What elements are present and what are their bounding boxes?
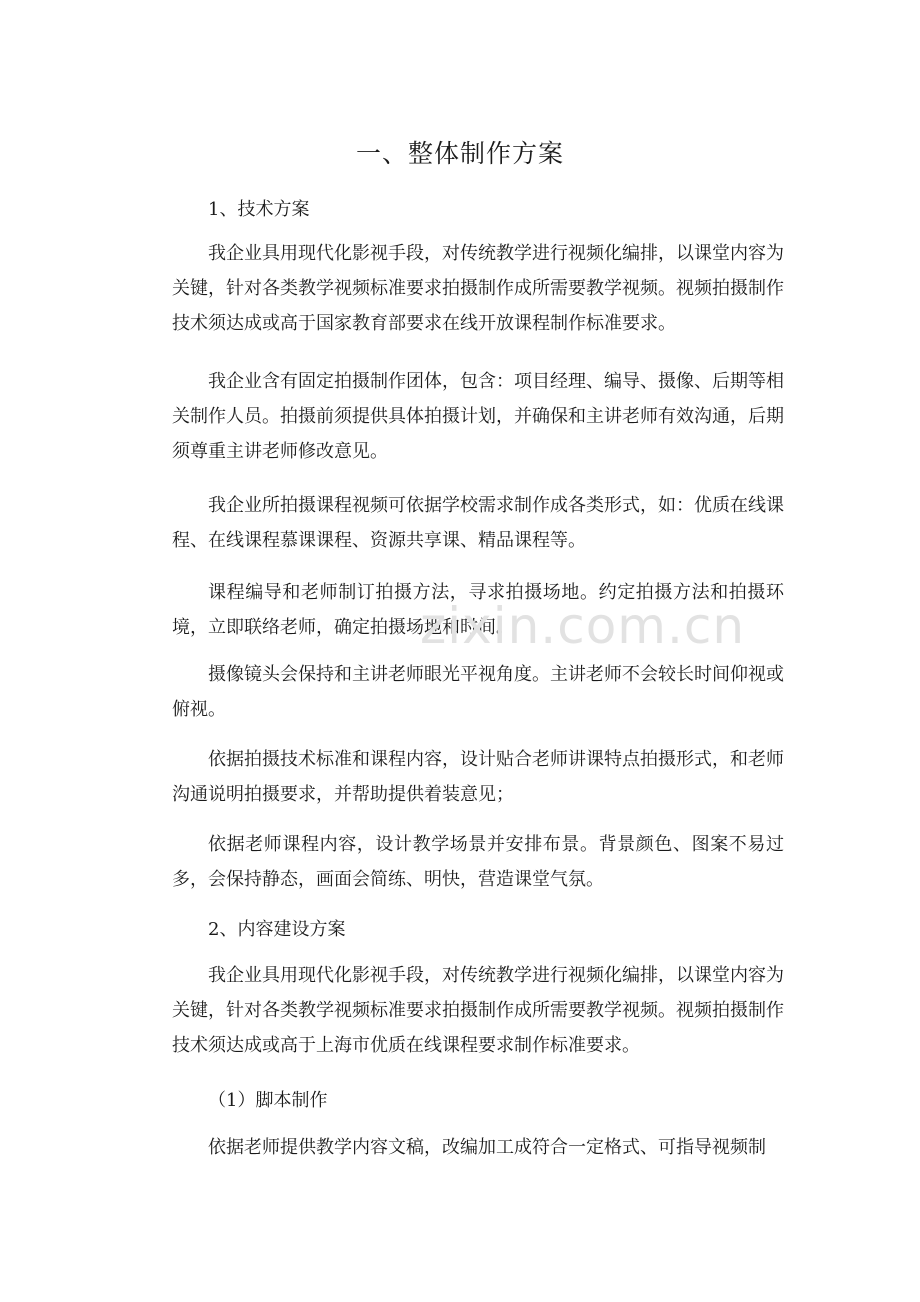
paragraph: 我企业具用现代化影视手段，对传统教学进行视频化编排，以课堂内容为关键，针对各类教学视频标准要求拍摄制作成所需要教学视频。视频拍摄制作技术须达成或高于上海市优质在线课程要求制作标准要求。 — [172, 965, 784, 1056]
paragraph: 依据老师课程内容，设计教学场景并安排布景。背景颜色、图案不易过多，会保持静态，画面会简练、明快，营造课堂气氛。 — [172, 834, 784, 890]
watermark-text: zixin.com.cn — [420, 597, 746, 655]
paragraph: 我企业含有固定拍摄制作团体，包含：项目经理、编导、摄像、后期等相关制作人员。拍摄前须提供具体拍摄计划，并确保和主讲老师有效沟通，后期须尊重主讲老师修改意见。 — [172, 371, 784, 462]
paragraph: 课程编导和老师制订拍摄方法，寻求拍摄场地。约定拍摄方法和拍摄环境，立即联络老师，确定拍摄场地和时间。 — [172, 582, 784, 638]
paragraph: 我企业所拍摄课程视频可依据学校需求制作成各类形式，如：优质在线课程、在线课程慕课课程、资源共享课、精品课程等。 — [172, 495, 784, 551]
section-heading-content: 2、内容建设方案 — [208, 919, 346, 940]
paragraph: 依据老师提供教学内容文稿，改编加工成符合一定格式、可指导视频制 — [208, 1137, 766, 1158]
paragraph: 摄像镜头会保持和主讲老师眼光平视角度。主讲老师不会较长时间仰视或俯视。 — [172, 664, 784, 720]
subsection-heading-script: （1）脚本制作 — [208, 1090, 328, 1111]
section-heading-technical: 1、技术方案 — [208, 199, 310, 220]
paragraph: 我企业具用现代化影视手段，对传统教学进行视频化编排，以课堂内容为关键，针对各类教学视频标准要求拍摄制作成所需要教学视频。视频拍摄制作技术须达成或高于国家教育部要求在线开放课程制作标准要求。 — [172, 243, 784, 334]
paragraph: 依据拍摄技术标准和课程内容，设计贴合老师讲课特点拍摄形式，和老师沟通说明拍摄要求，并帮助提供着装意见； — [172, 749, 784, 805]
document-title: 一、整体制作方案 — [355, 139, 564, 168]
